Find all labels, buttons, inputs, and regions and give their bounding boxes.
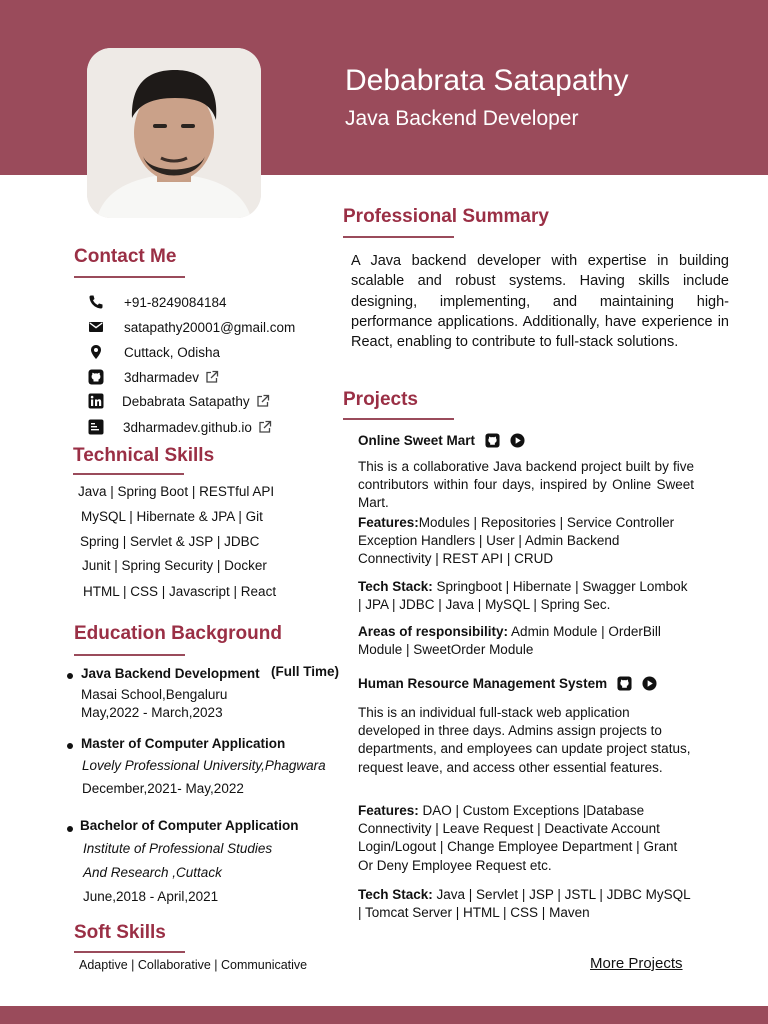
stack-text: Java | Servlet | JSP | JSTL | JDBC MySQL | Tomcat Server | HTML | CSS | Maven: [358, 887, 691, 921]
external-link-icon[interactable]: [256, 394, 270, 408]
education-line: May,2022 - March,2023: [81, 705, 223, 720]
contact-portfolio-text[interactable]: 3dharmadev.github.io: [123, 419, 252, 435]
phone-icon: [88, 294, 104, 310]
project-title-text: Online Sweet Mart: [358, 433, 476, 448]
contact-email-text[interactable]: satapathy20001@gmail.com: [124, 319, 296, 335]
project-areas: [358, 623, 694, 659]
features-label: Features:: [358, 803, 419, 818]
features-text: DAO | Custom Exceptions |Database Connectivity | Leave Request | Deactivate Account Login/Logout | Change Employee Department | Grant Or Deny Employee Request etc.: [358, 803, 678, 873]
stack-label: Tech Stack:: [358, 579, 433, 594]
education-underline: [74, 654, 185, 656]
project-description: This is a collaborative Java backend project built by five contributors within four days, inspired by Online Sweet Mart.: [358, 459, 694, 511]
contact-phone-text: +91-8249084184: [124, 294, 227, 310]
education-line: December,2021- May,2022: [82, 781, 244, 796]
soft-skills-text: Adaptive | Collaborative | Communicative: [79, 958, 308, 972]
skills-line: HTML | CSS | Javascript | React: [83, 584, 277, 599]
areas-text: Admin Module | OrderBill Module | SweetOrder Module: [358, 624, 661, 658]
profile-photo: [87, 48, 261, 218]
contact-linkedin[interactable]: [88, 392, 270, 410]
education-degree: Bachelor of Computer Application: [80, 818, 299, 833]
projects-heading: Projects: [343, 389, 418, 410]
github-icon[interactable]: [617, 676, 632, 691]
education-line: Masai School,Bengaluru: [81, 687, 228, 702]
footer-band: [0, 1006, 768, 1024]
soft-skills-heading: Soft Skills: [74, 922, 166, 943]
candidate-title: Java Backend Developer: [345, 107, 579, 130]
linkedin-icon: [88, 393, 104, 409]
education-line: June,2018 - April,2021: [83, 889, 219, 904]
portfolio-icon: [88, 419, 104, 435]
project-stack: [358, 886, 694, 922]
bullet: [67, 826, 73, 832]
stack-text: Springboot | Hibernate | Swagger Lombok | JPA | JDBC | Java | MySQL | Spring Sec.: [358, 579, 688, 613]
stack-label: Tech Stack:: [358, 887, 433, 902]
education-line: Institute of Professional Studies: [83, 841, 273, 856]
project-title-text: Human Resource Management System: [358, 676, 608, 691]
education-degree: Java Backend Development: [81, 666, 260, 681]
education-line: Lovely Professional University,Phagwara: [82, 758, 326, 773]
external-link-icon[interactable]: [258, 420, 272, 434]
location-icon: [88, 344, 104, 360]
contact-phone: [88, 293, 226, 311]
skills-line: MySQL | Hibernate & JPA | Git: [81, 509, 263, 524]
play-icon[interactable]: [510, 433, 525, 448]
project-description: This is an individual full-stack web application developed in three days. Admins assign projects to departments, and employees can update project status, request leave, and access other essential features.: [358, 705, 691, 775]
features-text: Modules | Repositories | Service Controller Exception Handlers | User | Admin Backend Connectivity | REST API | CRUD: [358, 515, 675, 567]
project-stack: [358, 578, 694, 614]
github-icon[interactable]: [485, 433, 500, 448]
education-degree-note: (Full Time): [271, 664, 340, 679]
more-projects-link[interactable]: More Projects: [590, 955, 683, 972]
contact-github-text[interactable]: 3dharmadev: [124, 369, 200, 385]
play-icon[interactable]: [642, 676, 657, 691]
soft-skills-underline: [74, 951, 185, 953]
external-link-icon[interactable]: [205, 370, 219, 384]
skills-underline: [73, 473, 184, 475]
contact-location: [88, 343, 220, 361]
github-icon: [88, 369, 104, 385]
project-features: [358, 514, 694, 569]
projects-underline: [343, 418, 454, 420]
education-heading: Education Background: [74, 623, 282, 644]
candidate-name: Debabrata Satapathy: [345, 64, 629, 97]
project-features: [358, 802, 694, 875]
contact-location-text: Cuttack, Odisha: [124, 344, 221, 360]
contact-linkedin-text[interactable]: Debabrata Satapathy: [122, 393, 250, 409]
education-line: And Research ,Cuttack: [83, 865, 222, 880]
contact-heading: Contact Me: [74, 246, 177, 267]
summary-text: A Java backend developer with expertise in building scalable and robust systems. Having skills include designing, implementing, and maintaining high-performance applications. Additionally, have experience in React, enabling to contribute to full-stack solutions.: [351, 253, 729, 351]
bullet: [67, 743, 73, 749]
contact-email[interactable]: [88, 318, 295, 336]
skills-line: Spring | Servlet & JSP | JDBC: [80, 534, 260, 549]
contact-underline: [74, 276, 185, 278]
mail-icon: [88, 319, 104, 335]
skills-line: Java | Spring Boot | RESTful API: [78, 484, 275, 499]
summary-heading: Professional Summary: [343, 206, 549, 227]
education-degree: Master of Computer Application: [81, 736, 286, 751]
bullet: [67, 673, 73, 679]
summary-underline: [343, 236, 454, 238]
project-title: [358, 676, 657, 691]
skills-line: Junit | Spring Security | Docker: [82, 558, 267, 573]
skills-heading: Technical Skills: [73, 445, 215, 466]
contact-portfolio[interactable]: [88, 418, 272, 436]
contact-github[interactable]: [88, 368, 219, 386]
features-label: Features:: [358, 515, 419, 530]
project-title: [358, 433, 525, 448]
areas-label: Areas of responsibility:: [358, 624, 509, 639]
